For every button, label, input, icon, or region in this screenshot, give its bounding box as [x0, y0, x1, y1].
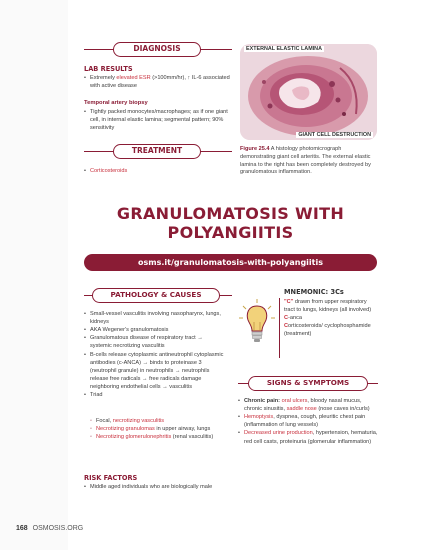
biopsy-item: • Tightly packed monocytes/macrophages; as if one giant cell, in internal elastic lamina; segmental pattern; 90% sensitivity: [84, 108, 232, 132]
histology-image: [240, 44, 377, 140]
histology-illustration: [240, 44, 377, 140]
sign-item: • Decreased urine production, hypertension, hematuria, red cell casts, proteinuria (glomerular inflammation): [238, 429, 378, 445]
sign-item: • Chronic pain: oral ulcers, bloody nasal mucus, chronic sinusitis, saddle nose (nose caves in/curls): [238, 397, 378, 413]
url-banner[interactable]: osms.it/granulomatosis-with-polyangiitis: [84, 254, 377, 271]
page-margin-band: [0, 0, 68, 550]
lab-results-list: [84, 74, 232, 90]
treatment-heading: TREATMENT: [113, 144, 201, 159]
diagnosis-heading: DIAGNOSIS: [113, 42, 201, 57]
pathology-item: • B-cells release cytoplasmic antineutrophil cytoplasmic antibodies (c-ANCA) → binds to proteinase 3 (neutrophil granule) in neutrophils → neutrophils release free radicals → free radicals damage neighboring endothelial cells → vasculitis: [84, 351, 226, 392]
treatment-item: • Corticosteroids: [84, 167, 232, 175]
biopsy-list: [84, 108, 232, 132]
figure-label-bottom: GIANT CELL DESTRUCTION: [298, 132, 371, 138]
mnemonic-bracket: [279, 298, 280, 358]
pathology-item: • Granulomatous disease of respiratory tract → systemic necrotizing vasculitis: [84, 334, 226, 350]
mnemonic-list: [284, 298, 376, 339]
pathology-item: • Triad: [84, 391, 226, 399]
pathology-list: [84, 310, 226, 399]
lightbulb-icon: [238, 298, 276, 346]
risk-factors-heading: RISK FACTORS: [84, 474, 138, 482]
triad-list: [84, 417, 226, 441]
risk-factors-list: [84, 483, 224, 491]
main-title-line-1: GRANULOMATOSIS WITH: [116, 204, 345, 223]
mnemonic-item: C-anca: [284, 315, 303, 322]
figure-caption: [240, 146, 377, 177]
footer-site[interactable]: OSMOSIS.ORG: [32, 525, 84, 532]
triad-item: ◦ Necrotizing glomerulonephritis (renal vasculitis): [90, 433, 226, 441]
main-title: [84, 204, 377, 242]
signs-heading: SIGNS & SYMPTOMS: [248, 376, 368, 391]
mnemonic-item: "C" drawn from upper respiratory tract to lungs, kidneys (all involved): [284, 299, 372, 314]
mnemonic-item: Corticosteroids/ cyclophosphamide (treatment): [284, 323, 371, 338]
page-number: 168: [16, 525, 28, 532]
main-title-line-2: POLYANGIITIS: [167, 223, 294, 242]
figure-caption-text: A histology photomicrograph demonstrating giant cell arteritis. The external elastic lamina to the right has been completely destroyed by granulomatous inflammation.: [240, 146, 371, 176]
sign-item: • Hemoptysis, dyspnea, cough, pleuritic chest pain (inflammation of lung vessels): [238, 413, 378, 429]
figure-caption-number: Figure 25.4: [240, 146, 270, 152]
figure-label-top: EXTERNAL ELASTIC LAMINA: [246, 46, 322, 52]
biopsy-heading: Temporal artery biopsy: [84, 100, 148, 106]
triad-item: ◦ Focal, necrotizing vasculitis: [90, 417, 226, 425]
lab-result-item: • Extremely elevated ESR (>100mm/hr), ↑ IL-6 associated with active disease: [84, 74, 232, 90]
pathology-heading: PATHOLOGY & CAUSES: [92, 288, 220, 303]
pathology-item: • AKA Wegener's granulomatosis: [84, 326, 226, 334]
triad-item: ◦ Necrotizing granulomas in upper airway, lungs: [90, 425, 226, 433]
mnemonic-title: MNEMONIC: 3Cs: [284, 288, 344, 296]
treatment-list: [84, 167, 232, 175]
risk-factor-item: • Middle aged individuals who are biologically male: [84, 483, 224, 491]
footer: [16, 525, 83, 532]
signs-list: [238, 397, 378, 446]
lab-results-heading: LAB RESULTS: [84, 65, 133, 73]
pathology-item: • Small-vessel vasculitis involving nasopharynx, lungs, kidneys: [84, 310, 226, 326]
